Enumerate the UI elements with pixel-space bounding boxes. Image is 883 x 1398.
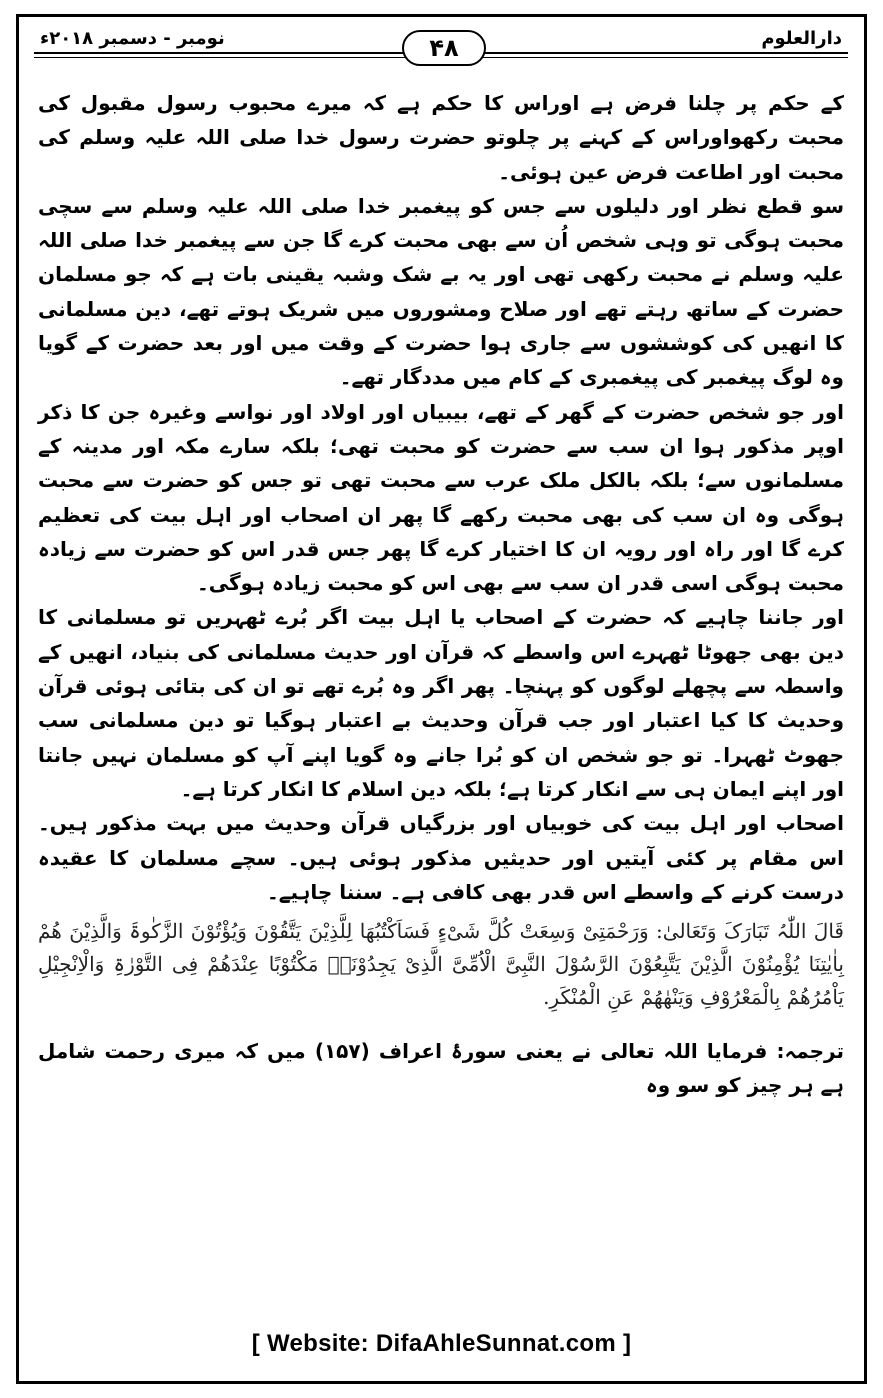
issue-date: نومبر - دسمبر ۲۰۱۸ء (34, 28, 231, 49)
journal-title: دارالعلوم (755, 28, 848, 49)
paragraph-3: اور جو شخص حضرت کے گھر کے تھے، بیبیاں اور اولاد اور نواسے وغیرہ جن کا ذکر اوپر مذکور ہوا ان سب سے حضرت کو محبت تھی؛ بلکہ سارے مکہ اور مدینہ کے مسلمانوں سے؛ بلکہ بالکل ملک عرب سے محبت تھی تو جس کو حضرت سے محبت ہوگی وہ ان سب کی بھی محبت رکھے گا پھر ان اصحاب اور اہل بیت کی تعظیم کرے گا اور راہ اور رویہ ان کا اختیار کرے گا پھر جس قدر اس کو حضرت سے زیادہ محبت ہوگی اسی قدر ان سب سے بھی اس کو محبت زیادہ ہوگی۔ (38, 399, 844, 596)
paragraph-2: سو قطع نظر اور دلیلوں سے جس کو پیغمبر خدا صلی اللہ علیہ وسلم سے سچی محبت ہوگی تو وہی شخص اُن سے بھی محبت کرے گا جن سے پیغمبر خدا صلی اللہ علیہ وسلم نے محبت رکھی تھی اور یہ بے شک وشبہ یقینی بات ہے کہ جو مسلمان حضرت کے ساتھ رہتے تھے اور صلاح ومشوروں میں شریک ہوتے تھے، دین مسلمانی کا انھیں کی کوششوں سے جاری ہوا حضرت کے وقت میں اور بعد حضرت کے گویا وہ لوگ پیغمبر کی پیغمبری کے کام میں مددگار تھے۔ (38, 193, 845, 390)
website-footer: [ Website: DifaAhleSunnat.com ] (251, 1330, 632, 1357)
translation: ترجمہ: فرمایا اللہ تعالی نے یعنی سورۂ اعراف (۱۵۷) میں کہ میری رحمت شامل ہے ہر چیز کو سو وہ (38, 1039, 844, 1098)
paragraph-4: اور جاننا چاہیے کہ حضرت کے اصحاب یا اہل بیت اگر بُرے ٹھہریں تو مسلمانی کا دین بھی جھوٹا ٹھہرے اس واسطے کہ قرآن اور حدیث مسلمانی کی بنیاد، انھیں کے واسطہ سے پچھلے لوگوں کو پہنچا۔ پھر اگر وہ بُرے تھے تو ان کی بتائی ہوئی قرآن وحدیث کا کیا اعتبار اور جب قرآن وحدیث بے اعتبار ہوگیا تو دین مسلمانی سب جھوٹ ٹھہرا۔ تو جو شخص ان کو بُرا جانے وہ گویا اپنے آپ کو مسلمان نہیں جانتا اور اپنے ایمان ہی سے انکار کرتا ہے؛ بلکہ دین اسلام کا انکار کرتا ہے۔ (38, 605, 844, 801)
page-header (34, 30, 848, 64)
quranic-verse: قَالَ اللّٰہُ تَبَارَکَ وَتَعَالیٰ: وَرَحْمَتِیْ وَسِعَتْ کُلَّ شَیْءٍ فَسَاَکْتُبُھَا لِلَّذِیْنَ یَتَّقُوْنَ وَیُؤْتُوْنَ الزَّکٰوۃَ وَالَّذِیْنَ ھُمْ بِاٰیٰتِنَا یُؤْمِنُوْنَ الَّذِیْنَ یَتَّبِعُوْنَ الرَّسُوْلَ النَّبِیَّ الْاُمِّیَّ الَّذِیْ یَجِدُوْنَہٗ مَکْتُوْبًا عِنْدَھُمْ فِی التَّوْرٰۃِ وَالْاِنْجِیْلِ یَاْمُرُھُمْ بِالْمَعْرُوْفِ وَیَنْھٰھُمْ عَنِ الْمُنْکَرِ. (38, 919, 844, 1010)
article-body (38, 86, 844, 1103)
page-number: ۴۸ (402, 30, 486, 66)
paragraph-5: اصحاب اور اہل بیت کی خوبیاں اور بزرگیاں قرآن وحدیث میں بہت مذکور ہیں۔ اس مقام پر کئی آیتیں اور حدیثیں مذکور ہوئی ہیں۔ سچے مسلمان کا عقیدہ درست کرنے کے واسطے اس قدر بھی کافی ہے۔ سننا چاہیے۔ (38, 811, 844, 904)
paragraph-1: کے حکم پر چلنا فرض ہے اوراس کا حکم ہے کہ میرے محبوب رسول مقبول کی محبت رکھواوراس کے کہنے پر چلوتو حضرت رسول خدا صلی اللہ علیہ وسلم کی محبت اور اطاعت فرض عین ہوئی۔ (38, 91, 844, 184)
